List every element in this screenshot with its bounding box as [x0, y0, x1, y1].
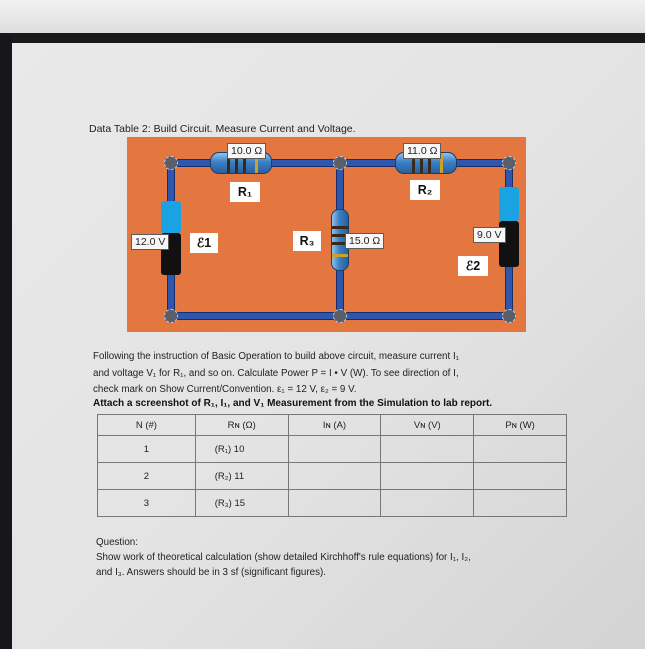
- cell-i[interactable]: [288, 490, 381, 517]
- e1-value-label: 12.0 V: [131, 234, 169, 250]
- junction-node: [164, 156, 178, 170]
- cell-p[interactable]: [474, 490, 567, 517]
- e2-value-label: 9.0 V: [473, 227, 506, 243]
- battery-e1-terminal: [161, 201, 181, 233]
- cell-n: 1: [98, 436, 196, 463]
- junction-node: [502, 156, 516, 170]
- header-v: Vɴ (V): [381, 415, 474, 436]
- cell-p[interactable]: [474, 463, 567, 490]
- header-p: Pɴ (W): [474, 415, 567, 436]
- question-line: and I₃. Answers should be in 3 sf (significant figures).: [96, 567, 326, 578]
- monitor-top-bezel: [0, 0, 645, 36]
- instruction-line: check mark on Show Current/Convention. ε₁ = 12 V, ε₂ = 9 V.: [93, 384, 357, 395]
- instruction-line: Following the instruction of Basic Operation to build above circuit, measure current I₁: [93, 351, 459, 362]
- cell-r: (R₂) 11: [195, 463, 288, 490]
- cell-i[interactable]: [288, 463, 381, 490]
- battery-e2-terminal: [499, 187, 519, 221]
- r3-value-label: 15.0 Ω: [345, 233, 384, 249]
- table-header-row: [98, 415, 567, 436]
- table-row: [98, 436, 567, 463]
- monitor-left-bezel: [0, 36, 12, 649]
- monitor-edge: [0, 33, 645, 43]
- junction-node: [502, 309, 516, 323]
- cell-v[interactable]: [381, 436, 474, 463]
- header-i: Iɴ (A): [288, 415, 381, 436]
- junction-node: [333, 309, 347, 323]
- r2-value-label: 11.0 Ω: [403, 143, 441, 159]
- cell-i[interactable]: [288, 436, 381, 463]
- question-label: Question:: [96, 537, 138, 548]
- instruction-line: and voltage V₁ for R₁, and so on. Calculate Power P = I • V (W). To see direction of I,: [93, 367, 459, 379]
- header-n: N (#): [98, 415, 196, 436]
- table-row: [98, 463, 567, 490]
- attach-instruction: Attach a screenshot of R₁, I₁, and V₁ Measurement from the Simulation to lab report.: [93, 398, 493, 409]
- data-table: [97, 414, 567, 517]
- e2-label: ℰ2: [458, 256, 488, 276]
- header-r: Rɴ (Ω): [195, 415, 288, 436]
- r2-label: R₂: [410, 180, 440, 200]
- question-line: Show work of theoretical calculation (show detailed Kirchhoff's rule equations) for I₁, I₂,: [96, 552, 471, 563]
- junction-node: [164, 309, 178, 323]
- r1-label: R₁: [230, 182, 260, 202]
- cell-n: 2: [98, 463, 196, 490]
- cell-v[interactable]: [381, 490, 474, 517]
- r3-label: R₃: [293, 231, 321, 251]
- cell-n: 3: [98, 490, 196, 517]
- question-block: [96, 535, 556, 580]
- instructions-paragraph: [93, 349, 553, 399]
- cell-v[interactable]: [381, 463, 474, 490]
- cell-p[interactable]: [474, 436, 567, 463]
- cell-r: (R₃) 15: [195, 490, 288, 517]
- cell-r: (R₁) 10: [195, 436, 288, 463]
- r1-value-label: 10.0 Ω: [227, 143, 266, 159]
- table-row: [98, 490, 567, 517]
- e1-label: ℰ1: [190, 233, 218, 253]
- junction-node: [333, 156, 347, 170]
- data-table-heading: Data Table 2: Build Circuit. Measure Current and Voltage.: [89, 123, 356, 135]
- circuit-image: [127, 137, 526, 332]
